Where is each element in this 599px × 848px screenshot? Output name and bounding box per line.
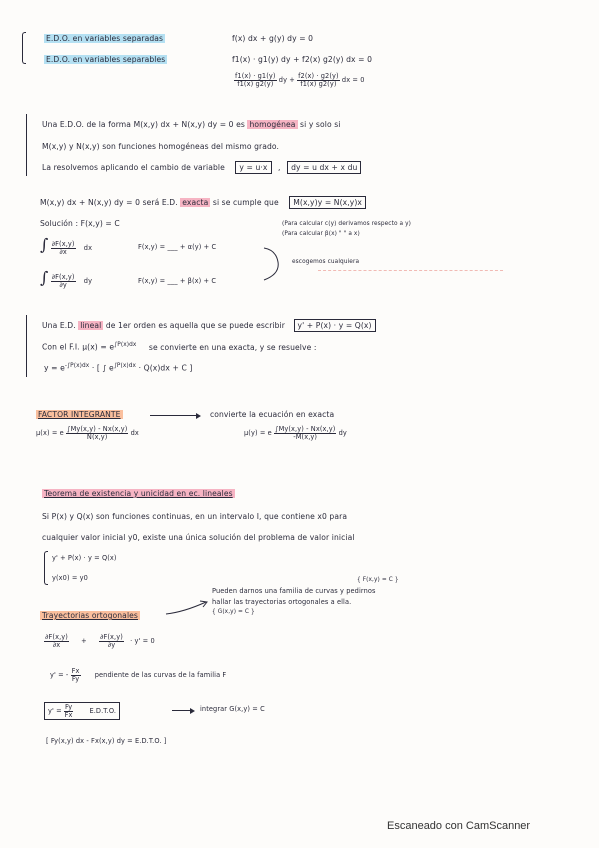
traj-eq-num1: ∂F(x,y) xyxy=(45,633,68,641)
traj-eq-tail: · y' = 0 xyxy=(130,637,155,646)
factor-mu-x-num: ∫My(x,y) - Nx(x,y) xyxy=(67,425,128,433)
traj-eq-plus: + xyxy=(81,637,87,646)
exact-line1-post: si se cumple que xyxy=(212,198,279,207)
sep-frac1 xyxy=(234,73,277,87)
traj-note2: hallar las trayectorias ortogonales a ella. xyxy=(212,598,352,606)
exact-int1-num: ∂F(x,y) xyxy=(51,239,75,248)
linear-sol-pre: y = e xyxy=(44,363,65,373)
exact-int1-den: ∂x xyxy=(59,247,67,256)
homog-line1-post: si y solo si xyxy=(300,120,341,129)
linear-line2-exp: ∫P(x)dx xyxy=(114,342,137,348)
homog-box-change: y = u·x xyxy=(235,161,271,174)
traj-edto-label: E.D.T.O. xyxy=(89,707,117,716)
factor-mu-x-den: N(x,y) xyxy=(86,432,108,441)
integral-sign-2: ∫ xyxy=(40,268,49,287)
traj-slope-den: Fy xyxy=(71,674,80,683)
theorem-title: Teorema de existencia y unicidad en ec. lineales xyxy=(44,489,233,498)
factor-mu-y-num-text: My(x,y) - Nx(x,y) xyxy=(278,425,336,433)
exact-solution: Solución : F(x,y) = C xyxy=(40,219,120,228)
factor-mu-y-num: ∫My(x,y) - Nx(x,y) xyxy=(275,425,336,433)
sep-eq1: f(x) dx + g(y) dy = 0 xyxy=(232,34,314,43)
traj-arrow-icon xyxy=(164,598,210,618)
traj-edto-pre: y' = xyxy=(48,707,62,716)
sep-eq3-tail: dx = 0 xyxy=(341,76,365,85)
exact-condition-box: M(x,y)y = N(x,y)x xyxy=(289,196,366,209)
exact-highlight: exacta xyxy=(182,198,209,207)
theorem-line1: Si P(x) y Q(x) son funciones continuas, en un intervalo I, que contiene x0 para xyxy=(42,512,348,521)
traj-edto-den: Fx xyxy=(64,710,73,719)
exact-int2-den: ∂y xyxy=(59,280,67,289)
exact-f1: F(x,y) = ___ + α(y) + C xyxy=(138,243,217,251)
factor-mu-x-frac xyxy=(66,426,128,440)
linear-sol-post: · Q(x)dx + C ] xyxy=(138,363,193,373)
factor-mu-x-num-text: My(x,y) - Nx(x,y) xyxy=(70,425,128,433)
exact-note2: (Para calcular β(x) " " a x) xyxy=(282,231,360,237)
traj-eq-den2: ∂y xyxy=(107,640,116,649)
sep-frac2 xyxy=(297,73,340,87)
traj-final: [ Fy(x,y) dx - Fx(x,y) dy = E.D.T.O. ] xyxy=(46,737,167,745)
traj-title-wrap xyxy=(40,612,140,620)
traj-edto xyxy=(44,702,120,720)
sep-label-separadas xyxy=(44,35,165,43)
sep-frac1-den: f1(x) g2(y) xyxy=(237,79,274,88)
scanner-watermark: Escaneado con CamScanner xyxy=(387,820,531,832)
traj-integrate-arrow-icon xyxy=(172,710,192,711)
exact-int2 xyxy=(40,270,92,288)
linear-sol-exp: -∫P(x)dx xyxy=(64,363,90,369)
homog-line3-text: La resolvemos aplicando el cambio de variable xyxy=(42,163,225,172)
exact-choose-bracket xyxy=(262,244,296,284)
homog-line1 xyxy=(42,121,340,129)
theorem-title-wrap xyxy=(42,490,235,498)
factor-mu-y-den: -M(x,y) xyxy=(293,432,318,441)
sep-eq3-mid: dy + xyxy=(278,76,295,85)
traj-slope-post: pendiente de las curvas de la familia F xyxy=(94,671,227,680)
homog-highlight: homogénea xyxy=(249,120,296,129)
theorem-sys1: y' + P(x) · y = Q(x) xyxy=(52,554,117,562)
linear-line2-post: se convierte en una exacta, y se resuelve : xyxy=(148,342,317,352)
linear-line2 xyxy=(42,343,317,351)
theorem-sys2: y(x0) = y0 xyxy=(52,574,88,582)
theorem-family: { F(x,y) = C } xyxy=(357,577,399,583)
sep-eq3 xyxy=(234,73,365,87)
factor-mu-y-frac xyxy=(274,426,336,440)
linear-sol-exp2: ∫P(x)dx xyxy=(113,363,137,369)
factor-mu-y-pre: μ(y) = e xyxy=(244,429,272,437)
sep-label-separables-text: E.D.O. en variables separables xyxy=(46,55,166,64)
exact-line1-pre: M(x,y) dx + N(x,y) dy = 0 será E.D. xyxy=(40,198,178,207)
traj-eq-num2: ∂F(x,y) xyxy=(99,633,123,641)
traj-note1: Pueden darnos una familia de curvas y pedirnos xyxy=(212,587,376,595)
traj-edto-num: Fy xyxy=(64,703,73,711)
sep-label-separables xyxy=(44,56,167,64)
traj-integrate: integrar G(x,y) = C xyxy=(200,705,265,713)
exact-note1: (Para calcular c(y) derivamos respecto a y) xyxy=(282,221,412,227)
traj-title: Trayectorias ortogonales xyxy=(42,611,138,620)
homog-line2: M(x,y) y N(x,y) son funciones homogéneas del mismo grado. xyxy=(42,142,280,151)
factor-mu-x-pre: μ(x) = e xyxy=(36,429,64,437)
exact-int2-tail: dy xyxy=(83,277,93,285)
linear-highlight: lineal xyxy=(80,321,102,330)
traj-edto-frac xyxy=(64,704,73,718)
theorem-line2: cualquier valor inicial y0, existe una única solución del problema de valor inicial xyxy=(42,533,355,542)
sep-eq2: f1(x) · g1(y) dy + f2(x) g2(y) dx = 0 xyxy=(232,55,373,64)
factor-arrow-icon xyxy=(150,415,198,416)
homog-separator: , xyxy=(278,163,281,172)
factor-title: FACTOR INTEGRANTE xyxy=(38,410,121,419)
brace-separables xyxy=(22,32,26,64)
linear-sol-mid: · [ ∫ e xyxy=(91,363,114,373)
linear-solution xyxy=(44,364,192,372)
exact-int1-tail: dx xyxy=(83,244,93,252)
traj-slope-frac xyxy=(71,668,81,682)
traj-eq xyxy=(44,634,155,648)
linear-line1-pre: Una E.D. xyxy=(42,321,76,330)
traj-slope-num: Fx xyxy=(71,667,80,675)
theorem-system-brace xyxy=(44,551,48,585)
integral-sign: ∫ xyxy=(40,235,49,254)
traj-edto-box xyxy=(44,702,120,720)
bar-homogenea xyxy=(26,114,27,176)
exact-choose: escogemos cualquiera xyxy=(292,259,360,265)
factor-mu-x-tail: dx xyxy=(130,429,139,437)
sep-frac2-num: f2(x) · g2(y) xyxy=(298,72,339,80)
factor-desc: convierte la ecuación en exacta xyxy=(210,410,335,419)
traj-eq-frac1 xyxy=(44,634,69,648)
traj-slope xyxy=(50,668,226,682)
linear-line1 xyxy=(42,322,376,330)
exact-int2-frac xyxy=(51,274,76,288)
factor-mu-x xyxy=(36,425,139,441)
homog-line1-pre: Una E.D.O. de la forma M(x,y) dx + N(x,y) dy = 0 es xyxy=(42,120,245,129)
homog-line3 xyxy=(42,164,361,172)
factor-title-wrap xyxy=(36,411,123,419)
linear-form-box: y' + P(x) · y = Q(x) xyxy=(294,319,376,332)
sep-frac2-den: f1(x) g2(y) xyxy=(300,79,337,88)
sep-label-separadas-text: E.D.O. en variables separadas xyxy=(46,34,164,43)
linear-line2-pre: Con el F.I. μ(x) = e xyxy=(42,342,115,352)
traj-eq-frac2 xyxy=(99,634,124,648)
exact-f2: F(x,y) = ___ + β(x) + C xyxy=(138,277,217,285)
factor-mu-y xyxy=(244,425,347,441)
linear-line1-mid: de 1er orden es aquella que se puede escribir xyxy=(105,321,285,330)
faint-line xyxy=(318,270,503,271)
exact-int1-frac xyxy=(51,241,76,255)
factor-mu-y-tail: dy xyxy=(338,429,347,437)
exact-int1 xyxy=(40,237,92,255)
traj-slope-pre: y' = - xyxy=(50,671,69,680)
homog-box-dy: dy = u dx + x du xyxy=(287,161,361,174)
bar-lineal xyxy=(26,315,27,377)
sep-frac1-num: f1(x) · g1(y) xyxy=(235,72,276,80)
traj-eq-den1: ∂x xyxy=(52,640,61,649)
exact-int2-num: ∂F(x,y) xyxy=(51,272,75,281)
traj-note3: { G(x,y) = C } xyxy=(212,609,255,615)
exact-line1 xyxy=(40,199,366,207)
